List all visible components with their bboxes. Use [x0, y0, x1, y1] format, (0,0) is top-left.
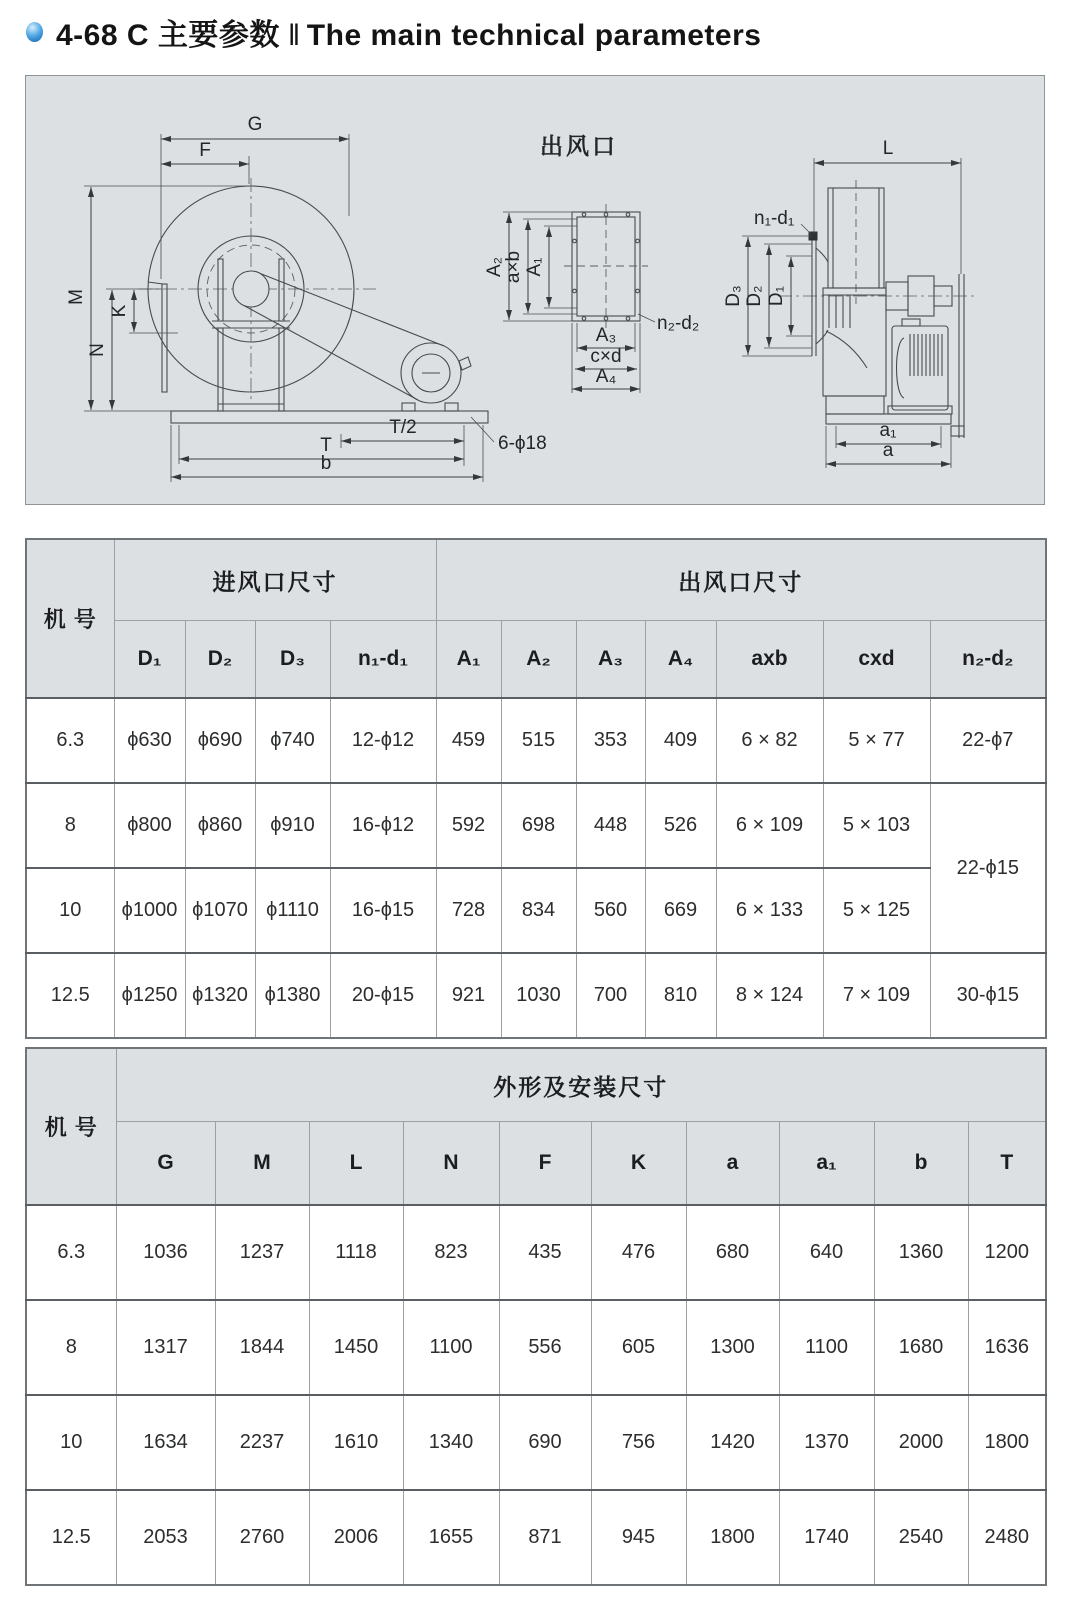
overall-group-header: 外形及安装尺寸: [116, 1048, 1046, 1122]
table2-header: [26, 1048, 1046, 1205]
machine-no-header: 机 号: [26, 539, 114, 698]
machine-no-cell: 10: [26, 868, 114, 953]
table-row: [26, 698, 1046, 783]
dim-label-N: N: [87, 343, 108, 357]
inlet-outlet-dimensions-table: [25, 538, 1047, 1039]
dim-label-a: a: [882, 440, 894, 461]
value-cell: 834: [501, 868, 576, 953]
value-cell: 2006: [309, 1490, 403, 1585]
table1-header: [26, 539, 1046, 698]
n1d1-callout: [754, 208, 811, 234]
dim-label-K: K: [109, 304, 130, 318]
column-header: b: [874, 1122, 968, 1206]
table-row: [26, 1490, 1046, 1585]
machine-no-cell: 10: [26, 1395, 116, 1490]
column-header: K: [591, 1122, 686, 1206]
value-cell: 6 × 133: [716, 868, 823, 953]
value-cell: 823: [403, 1205, 499, 1300]
value-cell: 640: [779, 1205, 874, 1300]
value-cell: 353: [576, 698, 645, 783]
value-cell: 20-ϕ15: [330, 953, 436, 1038]
value-cell: 1634: [116, 1395, 215, 1490]
value-cell: 448: [576, 783, 645, 868]
value-cell: 1200: [968, 1205, 1046, 1300]
value-cell: 1450: [309, 1300, 403, 1395]
title-separator: ‖: [287, 19, 301, 52]
overall-installation-dimensions-table: [25, 1047, 1047, 1586]
outlet-group-header: 出风口尺寸: [436, 539, 1046, 621]
column-header: a: [686, 1122, 779, 1206]
column-header: D₂: [185, 621, 255, 699]
dim-b: [171, 425, 483, 482]
dim-label-n1d1: n₁-d₁: [754, 208, 795, 229]
base-plate: [171, 411, 488, 423]
value-cell: 1610: [309, 1395, 403, 1490]
n2d2-callout: [638, 313, 699, 334]
value-cell: 5 × 103: [823, 783, 930, 868]
column-header: A₂: [501, 621, 576, 699]
value-cell: ϕ1320: [185, 953, 255, 1038]
column-header: L: [309, 1122, 403, 1206]
value-cell: 1740: [779, 1490, 874, 1585]
column-header: cxd: [823, 621, 930, 699]
value-cell: 2053: [116, 1490, 215, 1585]
dim-label-bolt: 6-ϕ18: [498, 433, 547, 454]
shaft-and-bearings: [886, 276, 952, 316]
value-cell: 1100: [779, 1300, 874, 1395]
dim-M: [66, 186, 254, 411]
value-cell: 435: [499, 1205, 591, 1300]
value-cell: 810: [645, 953, 716, 1038]
dim-label-A1: A₁: [524, 257, 545, 277]
value-cell: 2000: [874, 1395, 968, 1490]
value-cell: 16-ϕ12: [330, 783, 436, 868]
table2-columns-row: [26, 1122, 1046, 1206]
value-cell: 476: [591, 1205, 686, 1300]
column-header: T: [968, 1122, 1046, 1206]
diagram-panel: [25, 75, 1045, 505]
dim-label-b: b: [320, 453, 332, 474]
value-cell: ϕ1070: [185, 868, 255, 953]
dim-label-axb: a×b: [503, 250, 524, 284]
value-cell: 690: [499, 1395, 591, 1490]
outlet-view-title: 出风口: [540, 133, 618, 159]
outlet-view: [540, 133, 648, 328]
outlet-flange-outer: [572, 212, 640, 321]
value-cell: 2480: [968, 1490, 1046, 1585]
dim-label-D3: D₃: [723, 285, 744, 307]
value-cell: 1636: [968, 1300, 1046, 1395]
value-cell: 669: [645, 868, 716, 953]
bullet-icon: [26, 22, 43, 42]
value-cell: 526: [645, 783, 716, 868]
value-cell: 2760: [215, 1490, 309, 1585]
table-row: [26, 1300, 1046, 1395]
motor: [888, 319, 952, 414]
fan-front-view: [138, 178, 488, 423]
dim-L: [814, 138, 961, 274]
machine-no-cell: 8: [26, 783, 114, 868]
value-cell: ϕ860: [185, 783, 255, 868]
value-cell: ϕ910: [255, 783, 330, 868]
value-cell: 2237: [215, 1395, 309, 1490]
column-header: F: [499, 1122, 591, 1206]
column-header: n₁-d₁: [330, 621, 436, 699]
value-cell: 409: [645, 698, 716, 783]
value-cell: 2540: [874, 1490, 968, 1585]
dim-label-T: T: [320, 435, 332, 456]
outlet-bolt-holes: [573, 213, 640, 321]
table1-columns-row: [26, 621, 1046, 699]
dim-K: [109, 290, 178, 333]
value-cell: ϕ740: [255, 698, 330, 783]
dim-label-D2: D₂: [744, 285, 765, 307]
fan-dimension-drawing: [26, 76, 1044, 504]
value-cell: 1680: [874, 1300, 968, 1395]
value-cell: 1237: [215, 1205, 309, 1300]
dim-label-M: M: [66, 289, 87, 305]
value-cell: ϕ1110: [255, 868, 330, 953]
value-cell: ϕ1000: [114, 868, 185, 953]
value-cell: 756: [591, 1395, 686, 1490]
value-cell: 7 × 109: [823, 953, 930, 1038]
impeller-housing: [823, 288, 886, 414]
value-cell: 5 × 125: [823, 868, 930, 953]
value-cell: 1655: [403, 1490, 499, 1585]
value-cell: 680: [686, 1205, 779, 1300]
value-cell: 6 × 82: [716, 698, 823, 783]
inlet-group-header: 进风口尺寸: [114, 539, 436, 621]
value-cell: 560: [576, 868, 645, 953]
value-cell: 30-ϕ15: [930, 953, 1046, 1038]
value-cell: 22-ϕ7: [930, 698, 1046, 783]
page-header: [26, 10, 761, 54]
value-cell: 592: [436, 783, 501, 868]
value-cell: 1844: [215, 1300, 309, 1395]
column-header: n₂-d₂: [930, 621, 1046, 699]
page-title-zh: 4-68 C 主要参数: [56, 19, 280, 52]
value-cell: 5 × 77: [823, 698, 930, 783]
outlet-flange-plate: [162, 284, 167, 392]
column-header: G: [116, 1122, 215, 1206]
dim-label-D1: D₁: [766, 285, 787, 307]
fan-side-view: [778, 180, 974, 438]
value-cell: 1360: [874, 1205, 968, 1300]
dim-label-T-half: T/2: [389, 417, 417, 438]
page-title: [56, 10, 761, 54]
dim-label-n2d2: n₂-d₂: [657, 313, 700, 334]
machine-no-header: 机 号: [26, 1048, 116, 1205]
value-cell: ϕ800: [114, 783, 185, 868]
column-header: A₁: [436, 621, 501, 699]
value-cell: 605: [591, 1300, 686, 1395]
dim-label-cxd: c×d: [590, 346, 622, 367]
value-cell: 459: [436, 698, 501, 783]
value-cell: 1030: [501, 953, 576, 1038]
table-row: [26, 868, 1046, 953]
value-cell: 698: [501, 783, 576, 868]
dim-G: [161, 114, 349, 279]
value-cell: 1340: [403, 1395, 499, 1490]
value-cell: 12-ϕ12: [330, 698, 436, 783]
value-cell: 22-ϕ15: [930, 783, 1046, 953]
value-cell: 1036: [116, 1205, 215, 1300]
dim-label-F: F: [199, 140, 211, 161]
value-cell: 556: [499, 1300, 591, 1395]
dim-F: [161, 140, 249, 184]
dim-label-A2: A₂: [484, 256, 505, 278]
value-cell: 16-ϕ15: [330, 868, 436, 953]
dim-label-a1: a₁: [879, 420, 897, 441]
value-cell: 921: [436, 953, 501, 1038]
machine-no-cell: 8: [26, 1300, 116, 1395]
value-cell: 1118: [309, 1205, 403, 1300]
dim-label-G: G: [247, 114, 263, 135]
machine-no-cell: 12.5: [26, 953, 114, 1038]
value-cell: 515: [501, 698, 576, 783]
value-cell: 1800: [968, 1395, 1046, 1490]
column-header: D₃: [255, 621, 330, 699]
table-row: [26, 783, 1046, 868]
column-header: N: [403, 1122, 499, 1206]
column-header: A₄: [645, 621, 716, 699]
table1-body: [26, 698, 1046, 1038]
value-cell: 1300: [686, 1300, 779, 1395]
value-cell: ϕ1380: [255, 953, 330, 1038]
machine-no-cell: 6.3: [26, 1205, 116, 1300]
value-cell: 1800: [686, 1490, 779, 1585]
column-header: a₁: [779, 1122, 874, 1206]
value-cell: 1420: [686, 1395, 779, 1490]
dim-A1: [524, 226, 577, 308]
hub-circle: [233, 271, 269, 307]
dim-label-A3: A₃: [595, 325, 617, 346]
value-cell: 8 × 124: [716, 953, 823, 1038]
value-cell: 700: [576, 953, 645, 1038]
table2-group-row: [26, 1048, 1046, 1122]
table-row: [26, 953, 1046, 1038]
value-cell: 1370: [779, 1395, 874, 1490]
value-cell: 871: [499, 1490, 591, 1585]
table-row: [26, 1205, 1046, 1300]
value-cell: ϕ690: [185, 698, 255, 783]
table1-group-row: [26, 539, 1046, 621]
machine-no-cell: 12.5: [26, 1490, 116, 1585]
machine-no-cell: 6.3: [26, 698, 114, 783]
column-header: axb: [716, 621, 823, 699]
page-title-en: The main technical parameters: [306, 19, 762, 52]
value-cell: ϕ630: [114, 698, 185, 783]
column-header: D₁: [114, 621, 185, 699]
column-header: M: [215, 1122, 309, 1206]
value-cell: 728: [436, 868, 501, 953]
table-row: [26, 1395, 1046, 1490]
value-cell: 945: [591, 1490, 686, 1585]
column-header: A₃: [576, 621, 645, 699]
value-cell: 6 × 109: [716, 783, 823, 868]
table2-body: [26, 1205, 1046, 1585]
dim-label-L: L: [882, 138, 894, 159]
value-cell: ϕ1250: [114, 953, 185, 1038]
value-cell: 1317: [116, 1300, 215, 1395]
value-cell: 1100: [403, 1300, 499, 1395]
dim-label-A4: A₄: [595, 366, 617, 387]
